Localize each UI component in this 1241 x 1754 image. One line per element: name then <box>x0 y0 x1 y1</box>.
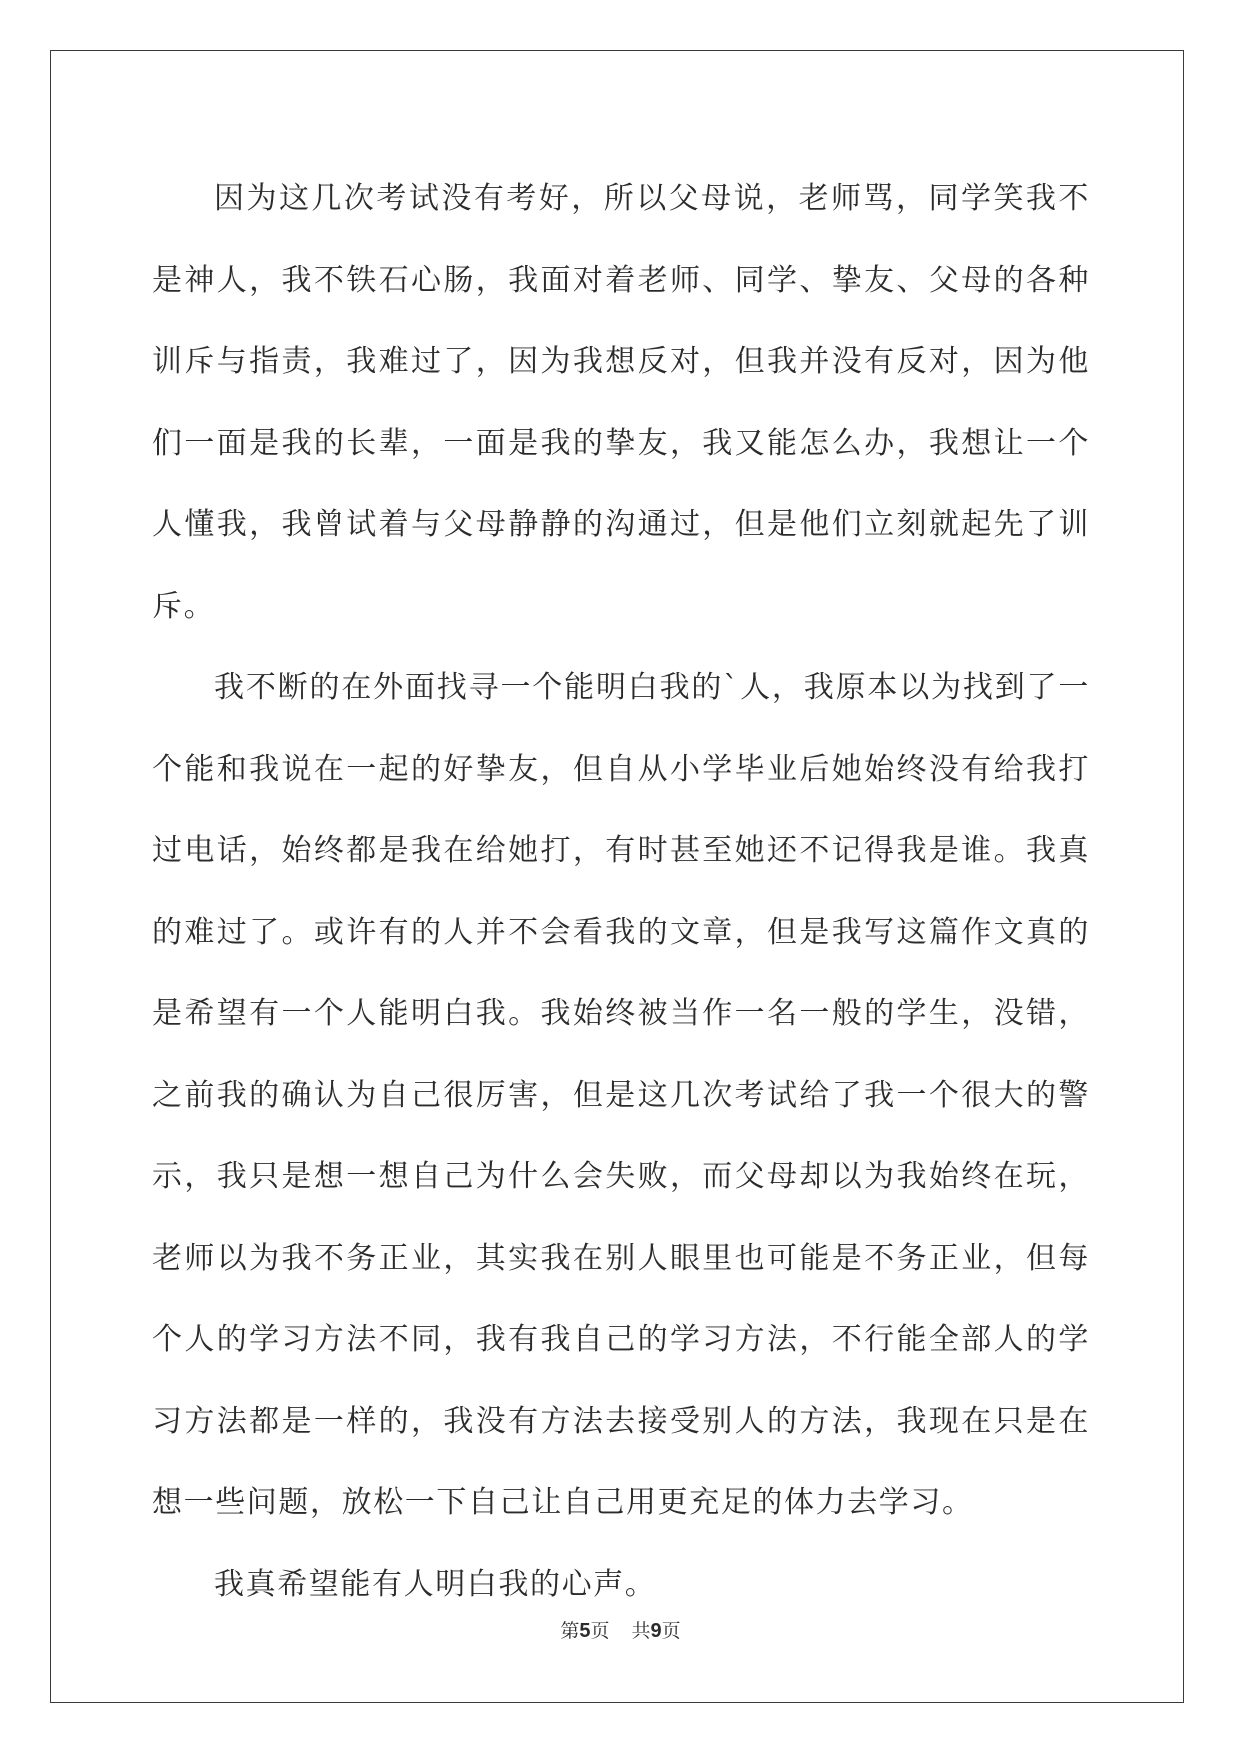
page-prefix: 第 <box>560 1620 580 1642</box>
total-prefix: 共 <box>631 1620 651 1642</box>
page-footer <box>0 1616 1241 1643</box>
paragraph-2: 我不断的在外面找寻一个能明白我的`人，我原本以为找到了一个能和我说在一起的好挚友，但自从小学毕业后她始终没有给我打过电话，始终都是我在给她打，有时甚至她还不记得我是谁。我真的难过了。或许有的人并不会看我的文章，但是我写这篇作文真的是希望有一个人能明白我。我始终被当作一名一般的学生，没错，之前我的确认为自己很厉害，但是这几次考试给了我一个很大的警示，我只是想一想自己为什么会失败，而父母却以为我始终在玩，老师以为我不务正业，其实我在别人眼里也可能是不务正业，但每个人的学习方法不同，我有我自己的学习方法，不行能全部人的学习方法都是一样的，我没有方法去接受别人的方法，我现在只是在想一些问题，放松一下自己让自己用更充足的体力去学习。 <box>152 670 1090 1520</box>
page-number: 5 <box>579 1620 591 1642</box>
total-pages: 9 <box>650 1620 662 1642</box>
paragraph-1: 因为这几次考试没有考好，所以父母说，老师骂，同学笑我不是神人，我不铁石心肠，我面对着老师、同学、挚友、父母的各种训斥与指责，我难过了，因为我想反对，但我并没有反对，因为他们一面是我的长辈，一面是我的挚友，我又能怎么办，我想让一个人懂我，我曾试着与父母静静的沟通过，但是他们立刻就起先了训斥。 <box>152 181 1090 624</box>
page-suffix: 页 <box>590 1620 610 1642</box>
paragraph-3: 我真希望能有人明白我的心声。 <box>214 1566 657 1602</box>
total-suffix: 页 <box>661 1620 681 1642</box>
document-body <box>152 158 1090 1625</box>
